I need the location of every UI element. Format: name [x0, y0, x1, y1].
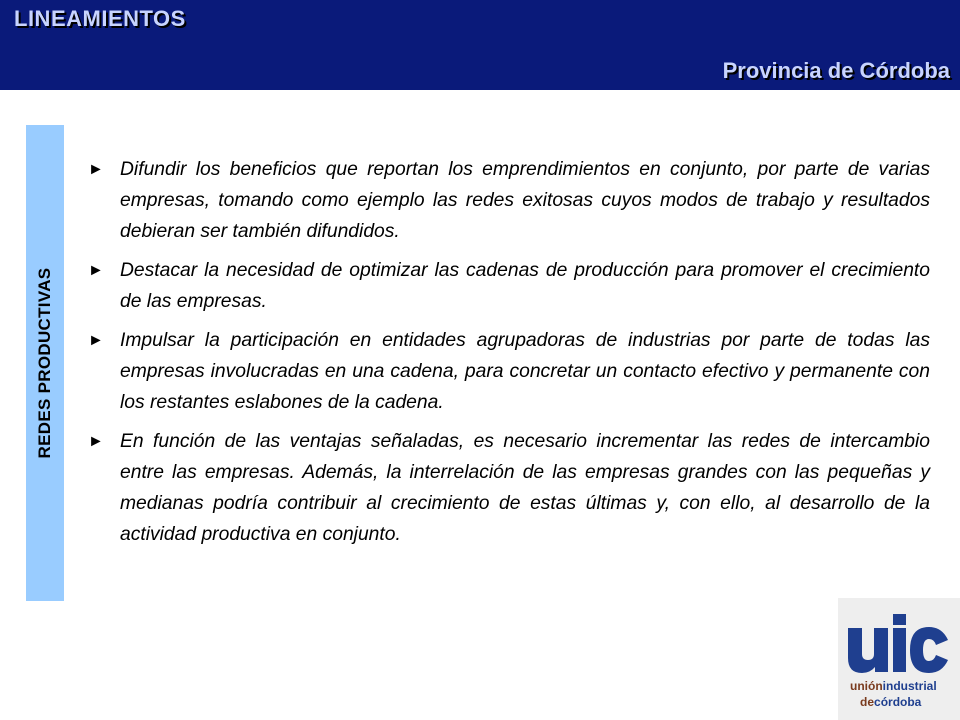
list-item — [88, 255, 930, 317]
side-label: REDES PRODUCTIVAS — [35, 267, 54, 459]
uic-logo-mark — [838, 598, 960, 720]
bullet-text: Impulsar la participación en entidades agrupadoras de industrias por parte de todas las empresas involucradas en una cadena, para concretar un contacto efectivo y permanente con los restantes eslabones de la cadena. — [120, 330, 930, 413]
bullet-arrow-icon: ► — [88, 332, 104, 349]
logo-line-2: decórdoba — [860, 695, 922, 709]
bullet-text: Difundir los beneficios que reportan los emprendimientos en conjunto, por parte de varias empresas, tomando como ejemplo las redes exitosas cuyos modos de trabajo y resultados debieran ser también difundidos. — [120, 159, 930, 242]
list-item — [88, 154, 930, 247]
uic-logo — [838, 598, 960, 720]
page-subtitle: Provincia de Córdoba — [722, 58, 950, 83]
bullet-arrow-icon: ► — [88, 161, 104, 178]
page-title: LINEAMIENTOS — [14, 6, 186, 31]
list-item — [88, 325, 930, 418]
bullet-text: Destacar la necesidad de optimizar las cadenas de producción para promover el crecimiento de las empresas. — [120, 260, 930, 312]
logo-line-1: uniónindustrial — [850, 679, 937, 693]
bullet-arrow-icon: ► — [88, 262, 104, 279]
bullet-list — [88, 154, 930, 558]
side-bar — [26, 125, 64, 601]
bullet-text: En función de las ventajas señaladas, es necesario incrementar las redes de intercambio entre las empresas. Además, la interrelación de las empresas grandes con las pequeñas y medianas podría contribuir al crecimiento de estas últimas y, con ello, al desarrollo de la actividad productiva en conjunto. — [120, 431, 930, 545]
list-item — [88, 426, 930, 550]
bullet-arrow-icon: ► — [88, 433, 104, 450]
header-bar — [0, 0, 960, 90]
